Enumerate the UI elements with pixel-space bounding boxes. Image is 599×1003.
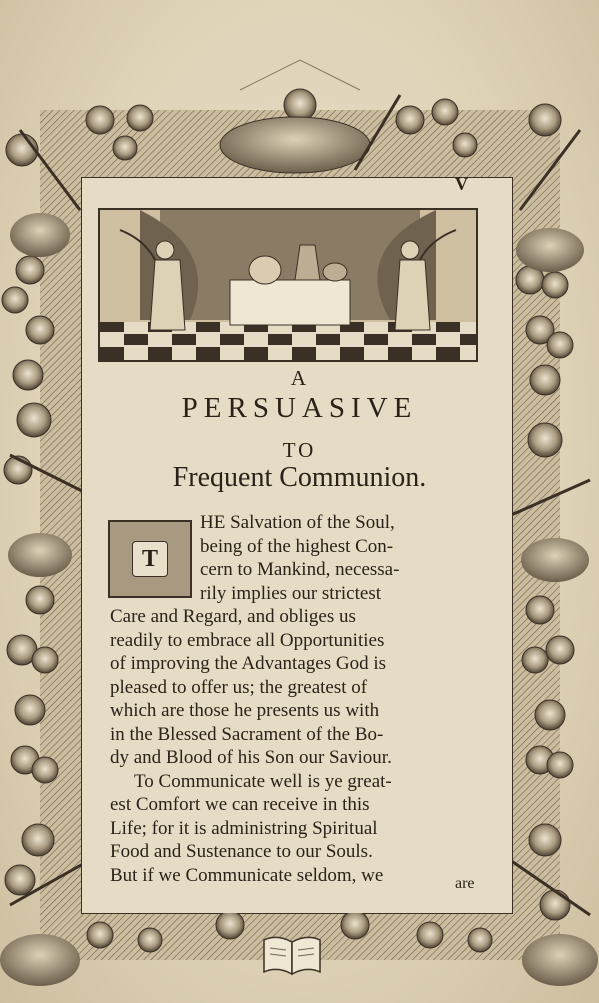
page-number: V xyxy=(455,174,468,194)
body-line: But if we Communicate seldom, we xyxy=(110,865,384,886)
body-line: in the Blessed Sacrament of the Bo- xyxy=(110,724,384,745)
body-line: Life; for it is administring Spiritual xyxy=(110,818,378,839)
page-title-text: PERSUASIVE xyxy=(181,392,418,424)
body-line: rily implies our strictest xyxy=(200,583,382,604)
body-line: which are those he presents us with xyxy=(110,700,380,721)
catchword: are xyxy=(455,875,475,892)
open-book-icon xyxy=(262,934,322,976)
altar-vignette xyxy=(98,208,478,362)
page-title xyxy=(0,392,599,425)
body-line: cern to Mankind, necessa- xyxy=(200,559,400,580)
page-subtitle: Frequent Communion. xyxy=(172,462,427,493)
body-line: Care and Regard, and obliges us xyxy=(110,606,356,627)
body-line: est Comfort we can receive in this xyxy=(110,794,370,815)
body-line: readily to embrace all Opportunities xyxy=(110,630,385,651)
body-line: of improving the Advantages God is xyxy=(110,653,386,674)
body-line: being of the highest Con- xyxy=(200,536,394,557)
drop-cap-letter: T xyxy=(132,541,168,577)
body-line: HE Salvation of the Soul, xyxy=(200,512,395,533)
body-line: dy and Blood of his Son our Saviour. xyxy=(110,747,392,768)
drop-cap-block xyxy=(108,520,192,598)
title-article: A xyxy=(290,366,309,390)
body-line: pleased to offer us; the greatest of xyxy=(110,677,368,698)
altar-with-angels-engraving xyxy=(100,210,476,360)
body-line: Food and Sustenance to our Souls. xyxy=(110,841,373,862)
body-line: To Communicate well is ye great- xyxy=(134,771,392,792)
title-connector: TO xyxy=(282,438,317,462)
